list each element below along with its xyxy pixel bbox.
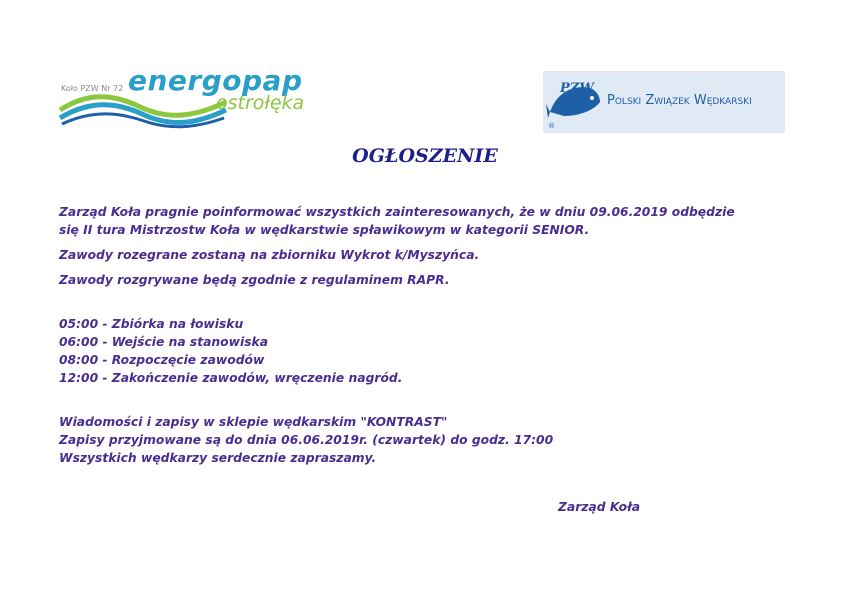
wave-swoosh-icon — [58, 88, 228, 132]
schedule-list — [59, 315, 799, 387]
schedule-item: 05:00 - Zbiórka na łowisku — [59, 317, 244, 331]
schedule-item: 12:00 - Zakończenie zawodów, wręczenie nagród. — [59, 371, 403, 385]
intro-line-2: się II tura Mistrzostw Koła w wędkarstwie spławikowym w kategorii SENIOR. — [59, 223, 590, 237]
brand-name: energopap — [128, 64, 303, 97]
info-line-3: Wszystkich wędkarzy serdecznie zapraszamy. — [59, 451, 377, 465]
page-title: OGŁOSZENIE — [352, 145, 498, 167]
energopap-logo — [58, 62, 318, 132]
fish-emblem-icon — [546, 74, 604, 130]
info-line-2: Zapisy przyjmowane są do dnia 06.06.2019r. (czwartek) do godz. 17:00 — [59, 433, 554, 447]
announcement-body — [59, 203, 799, 467]
club-label: Koło PZW Nr 72 — [61, 84, 124, 93]
pzw-logo — [543, 71, 785, 133]
rules-line: Zawody rozgrywane będą zgodnie z regulaminem RAPR. — [59, 273, 450, 287]
org-name: Polski Związek Wędkarski — [607, 93, 752, 108]
location-line: Zawody rozegrane zostaną na zbiorniku Wykrot k/Myszyńca. — [59, 248, 480, 262]
registered-mark: ® — [548, 122, 555, 130]
schedule-item: 08:00 - Rozpoczęcie zawodów — [59, 353, 265, 367]
info-line-1: Wiadomości i zapisy w sklepie wędkarskim "KONTRAST" — [59, 415, 448, 429]
signature: Zarząd Koła — [558, 500, 641, 514]
emblem-text: PZW — [560, 81, 594, 96]
schedule-item: 06:00 - Wejście na stanowiska — [59, 335, 268, 349]
intro-line-1: Zarząd Koła pragnie poinformować wszystkich zainteresowanych, że w dniu 09.06.2019 odbędzie — [59, 205, 735, 219]
brand-city: ostrołęka — [216, 92, 305, 114]
